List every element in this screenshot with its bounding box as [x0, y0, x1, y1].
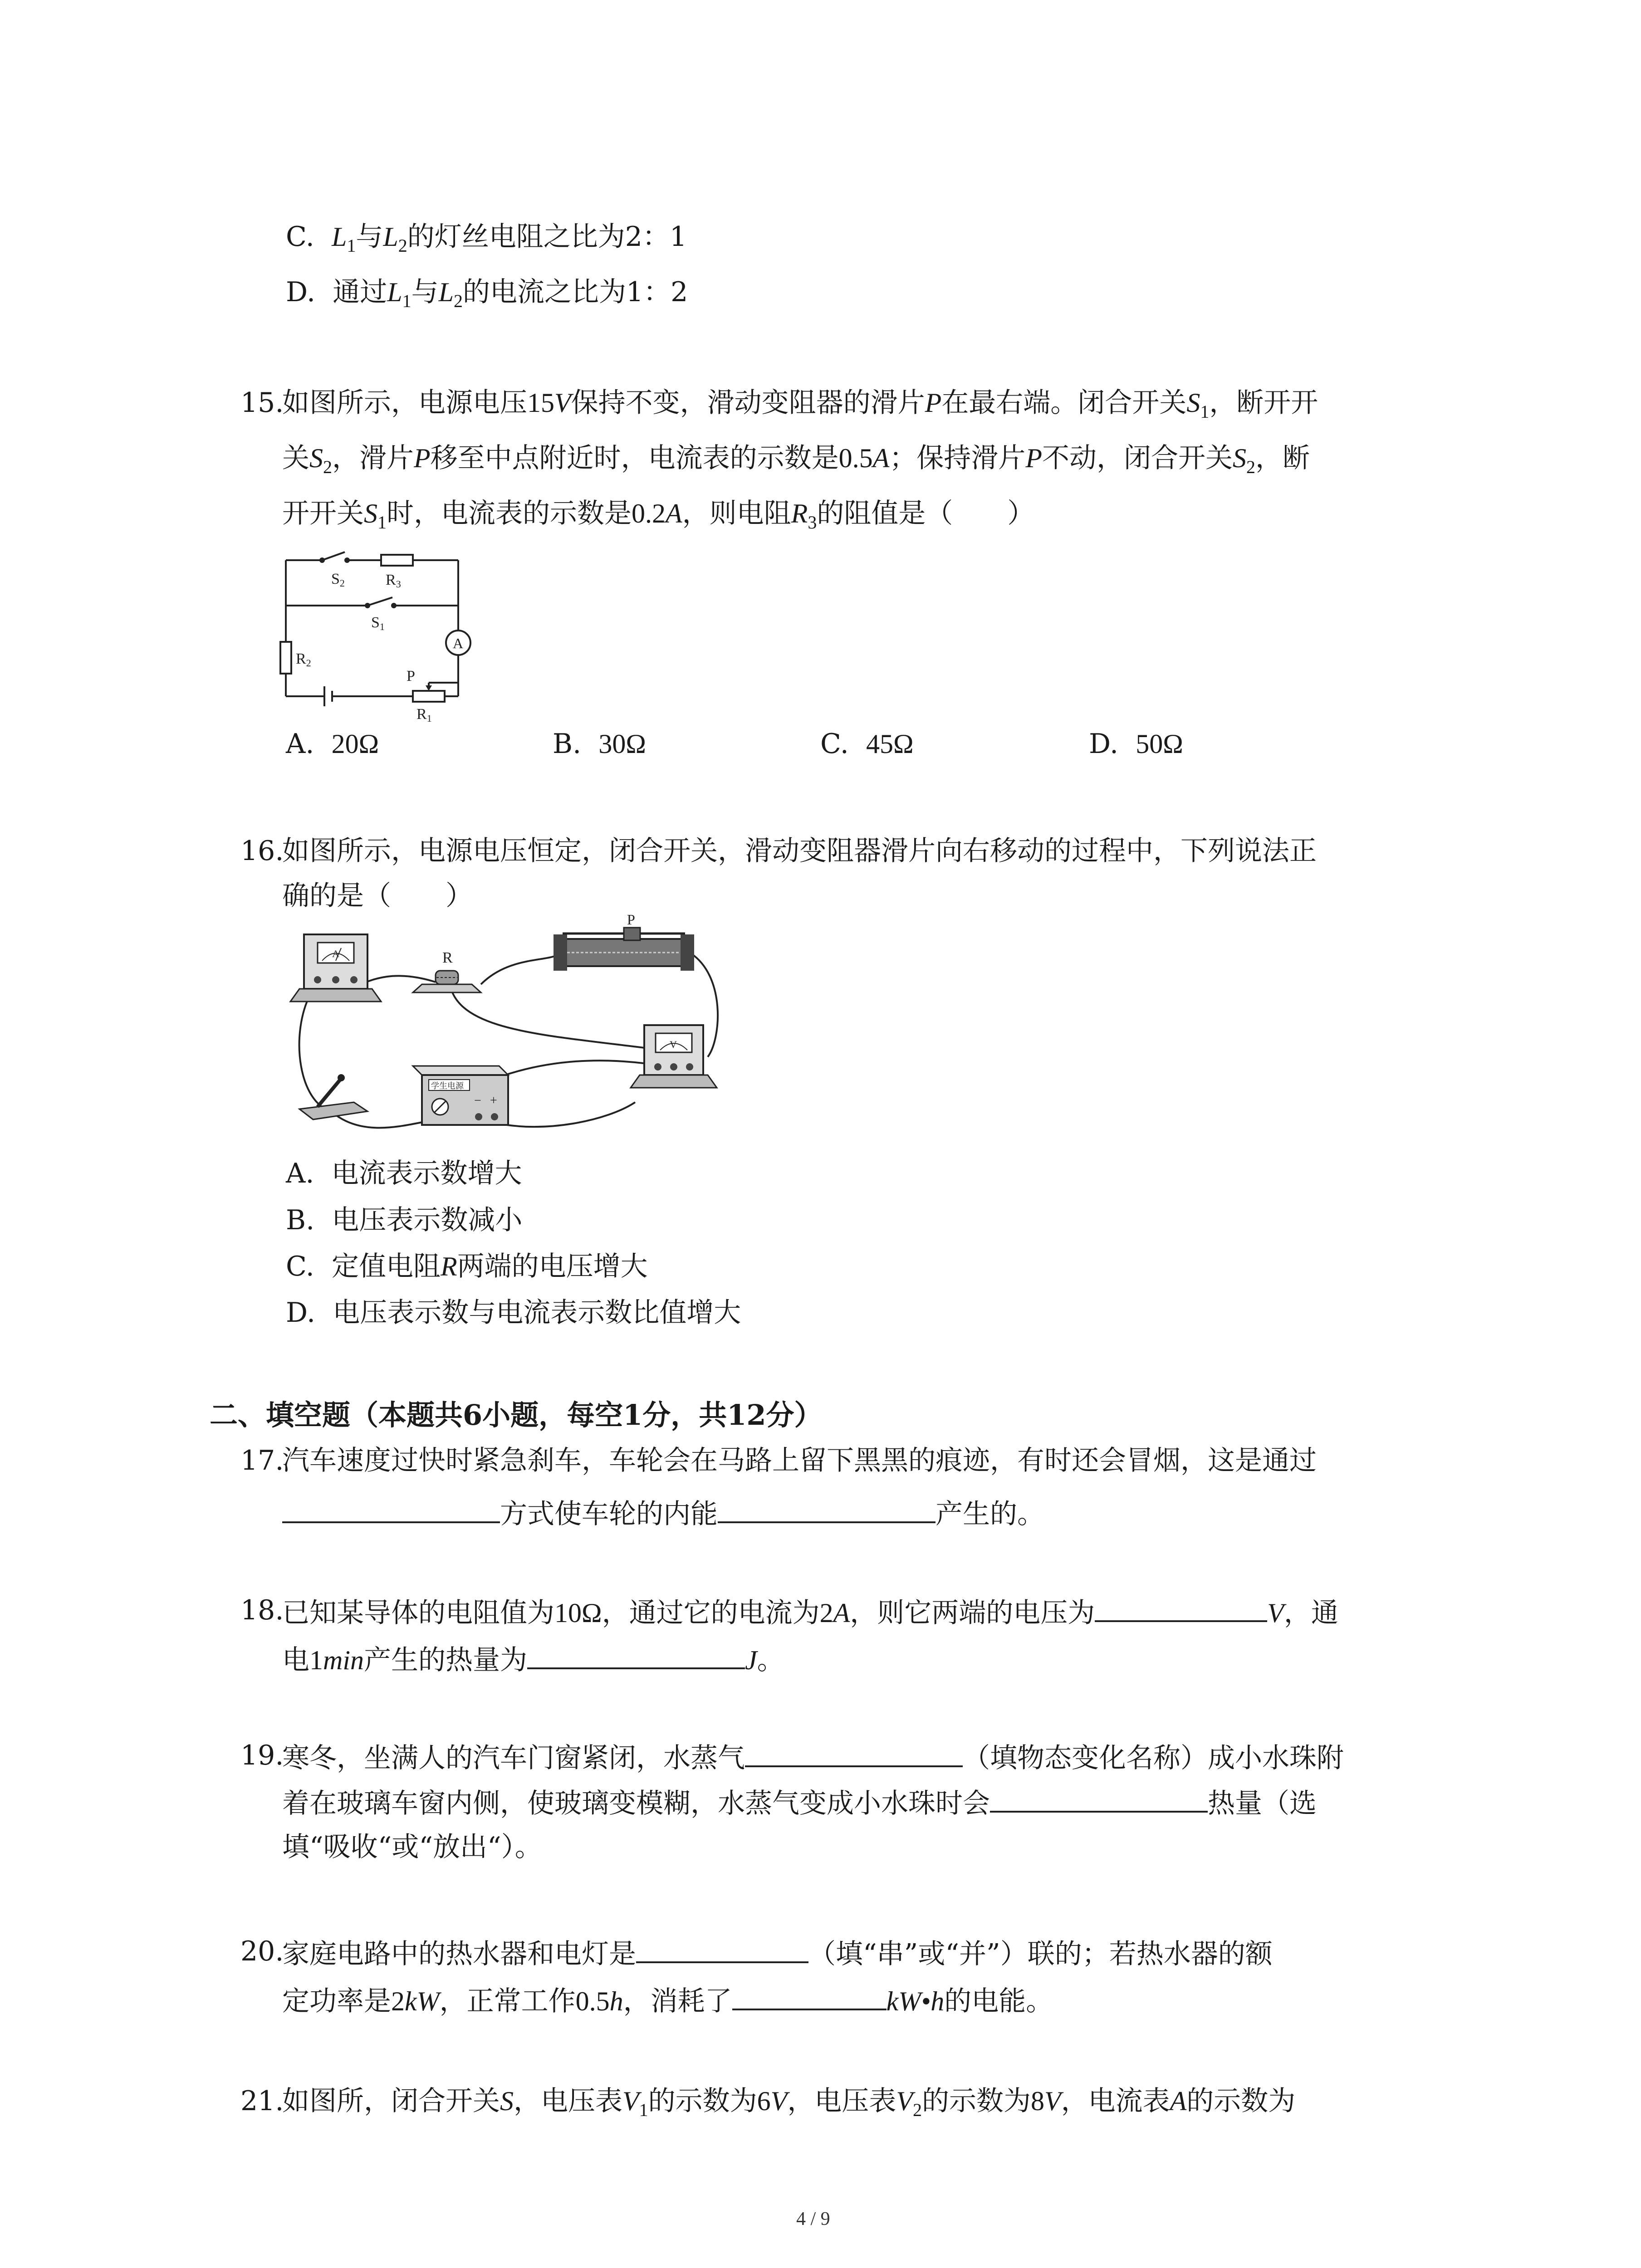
q15-option-d: D. 50Ω: [1089, 728, 1183, 760]
q17-number: 17.: [240, 1445, 284, 1476]
q16-number: 16.: [240, 835, 284, 867]
q19-line-2: 着在玻璃车窗内侧，使玻璃变模糊，水蒸气变成小水珠时会 热量（选: [282, 1788, 1317, 1819]
q16-line-2: 确的是（ ）: [282, 880, 473, 912]
q18-line-2: 电1min产生的热量为 J。: [282, 1644, 784, 1676]
label-r2: R2: [296, 650, 311, 669]
label-r3: R3: [386, 572, 401, 590]
q20-line-2: 定功率是2kW，正常工作0.5h，消耗了 kW•h的电能。: [282, 1985, 1053, 2017]
label-s2: S2: [331, 571, 345, 589]
ammeter-letter: A: [332, 948, 339, 959]
q19-line-3: 填“吸收“或“放出“）。: [282, 1831, 542, 1863]
answer-blank[interactable]: [745, 1742, 963, 1767]
q15-option-c: C. 45Ω: [820, 728, 914, 760]
ammeter-label: A: [453, 635, 464, 651]
q16-option-c: C. 定值电阻R两端的电压增大: [286, 1251, 648, 1282]
q15-line-2: 关$S_2$，滑片P移至中点附近时，电流表的示数是0.5A；保持滑片P不动，闭合开关$S_2$，断: [282, 442, 1310, 477]
q14-option-d: D. 通过$L_1$与$L_2$的电流之比为1：2: [286, 276, 688, 311]
answer-blank[interactable]: [636, 1938, 808, 1963]
label-p: P: [627, 911, 635, 928]
q16-line-1: 如图所示，电源电压恒定，闭合开关，滑动变阻器滑片向右移动的过程中，下列说法正: [282, 835, 1317, 867]
label-s1: S1: [371, 614, 385, 632]
answer-blank[interactable]: [718, 1498, 936, 1523]
answer-blank[interactable]: [282, 1498, 500, 1523]
q15-circuit-diagram: [272, 547, 485, 728]
q15-option-a: A. 20Ω: [286, 728, 379, 760]
answer-blank[interactable]: [527, 1644, 745, 1669]
q21-number: 21.: [240, 2085, 284, 2117]
option-label: C.: [286, 221, 314, 253]
q18-line-1: 已知某导体的电阻值为10Ω，通过它的电流为2A，则它两端的电压为 V，通: [282, 1597, 1338, 1629]
voltmeter-letter: V: [670, 1039, 677, 1050]
supply-plus: +: [490, 1094, 497, 1108]
label-r1: R1: [416, 706, 432, 724]
label-r: R: [442, 949, 453, 966]
q21-line-1: 如图所，闭合开关S，电压表$V_1$的示数为6V，电压表$V_2$的示数为8V，电流表A的示数为: [282, 2085, 1296, 2120]
q16-apparatus-figure: [290, 911, 744, 1148]
q14-option-c: C. $L_1$与$L_2$的灯丝电阻之比为2：1: [286, 221, 687, 256]
q15-number: 15.: [240, 387, 284, 419]
q16-option-a: A. 电流表示数增大: [286, 1158, 522, 1189]
knife-switch: [299, 1074, 367, 1119]
supply-minus: −: [474, 1094, 481, 1108]
q15-option-b: B. 30Ω: [553, 728, 646, 760]
q15-line-1: 如图所示，电源电压15V保持不变，滑动变阻器的滑片P在最右端。闭合开关$S_1$，断开开: [282, 387, 1318, 422]
answer-blank[interactable]: [732, 1985, 887, 2010]
q18-number: 18.: [240, 1594, 284, 1626]
label-p: P: [407, 668, 415, 684]
q19-number: 19.: [240, 1740, 284, 1771]
q16-option-b: B. 电压表示数减小: [286, 1204, 523, 1236]
supply-label: 学生电源: [431, 1081, 464, 1090]
q15-line-3: 开开关$S_1$时，电流表的示数是0.2A，则电阻$R_3$的阻值是（ ）: [282, 498, 1035, 533]
q17-line-2: 方式使车轮的内能 产生的。: [282, 1498, 1044, 1528]
ammeter-device: [290, 934, 381, 1002]
option-label: D.: [286, 276, 316, 308]
page-number: 4 / 9: [796, 2209, 830, 2229]
voltmeter-device: [631, 1025, 717, 1088]
rheostat: [554, 911, 694, 971]
resistor-r: [413, 949, 481, 992]
q16-option-d: D. 电压表示数与电流表示数比值增大: [286, 1297, 741, 1329]
power-supply: [413, 1066, 508, 1125]
q20-line-1: 家庭电路中的热水器和电灯是 （填“串”或“并”）联的；若热水器的额: [282, 1938, 1273, 1970]
answer-blank[interactable]: [990, 1787, 1208, 1813]
q20-number: 20.: [240, 1936, 284, 1967]
q19-line-1: 寒冬，坐满人的汽车门窗紧闭，水蒸气 （填物态变化名称）成小水珠附: [282, 1742, 1344, 1774]
section-heading: 二、填空题（本题共6小题，每空1分，共12分）: [210, 1398, 823, 1432]
answer-blank[interactable]: [1095, 1597, 1267, 1622]
q17-line-1: 汽车速度过快时紧急刹车，车轮会在马路上留下黑黑的痕迹，有时还会冒烟，这是通过: [282, 1445, 1317, 1476]
